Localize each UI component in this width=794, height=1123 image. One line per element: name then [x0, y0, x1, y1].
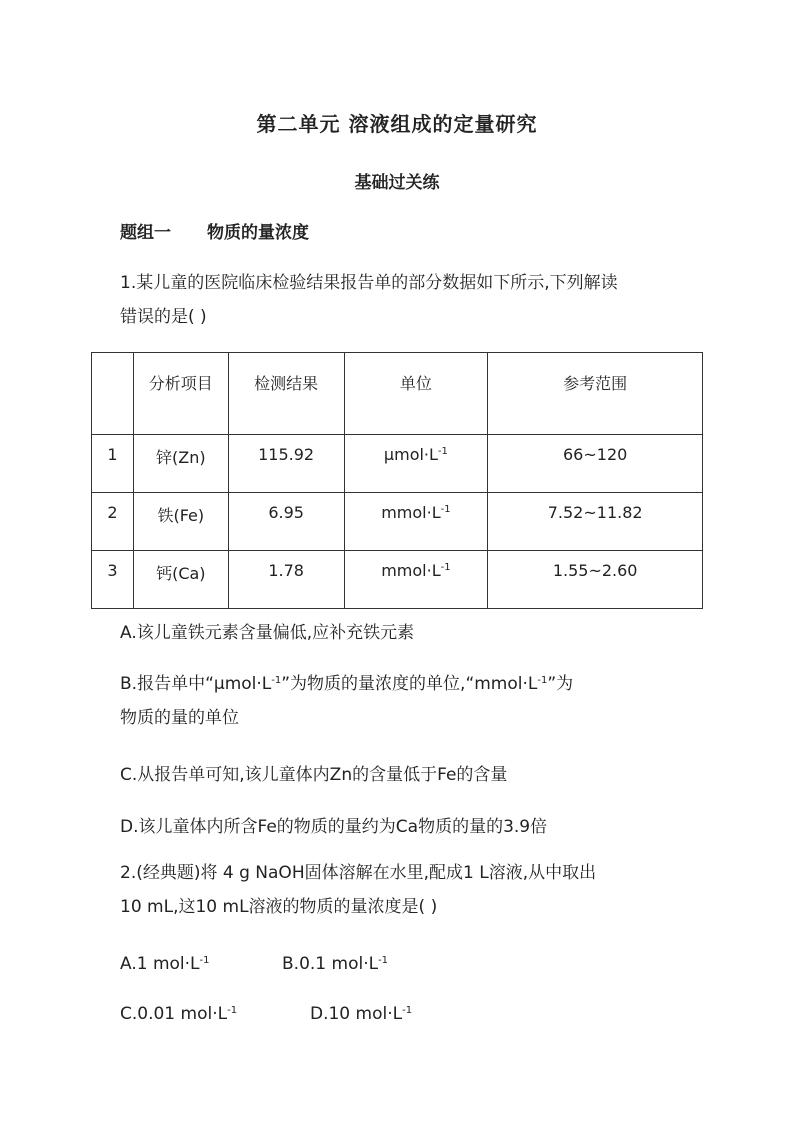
test-result: 1.78 — [228, 551, 344, 609]
table-row — [92, 493, 703, 551]
table-row — [92, 435, 703, 493]
analysis-item: 钙(Ca) — [133, 551, 228, 609]
q1-option-c: C.从报告单可知,该儿童体内Zn的含量低于Fe的含量 — [120, 765, 508, 785]
unit-cell: $mmol\cdot L^{-1}$ — [344, 551, 488, 609]
row-number: 1 — [92, 435, 134, 493]
header-cell: 分析项目 — [133, 353, 228, 435]
question-2-line1: 2.(经典题)将 4 g NaOH固体溶解在水里,配成1 L溶液,从中取出 — [120, 863, 597, 883]
reference-range: 1.55~2.60 — [488, 551, 703, 609]
header-cell: 参考范围 — [488, 353, 703, 435]
reference-range: 7.52~11.82 — [488, 493, 703, 551]
analysis-item: 锌(Zn) — [133, 435, 228, 493]
row-number: 3 — [92, 551, 134, 609]
question-2-line2: 10 mL,这10 mL溶液的物质的量浓度是( ) — [120, 897, 438, 917]
test-result: 6.95 — [228, 493, 344, 551]
unit-cell: $\mu mol\cdot L^{-1}$ — [344, 435, 488, 493]
reference-range: 66~120 — [488, 435, 703, 493]
row-number: 2 — [92, 493, 134, 551]
q1-option-b: B.报告单中“$\mu mol\cdot L^{-1}$”为物质的量浓度的单位$,“mmol\cdot L^{-1}$”为 物质的量的单位 — [120, 674, 574, 728]
table-row — [92, 551, 703, 609]
analysis-item: 铁(Fe) — [133, 493, 228, 551]
page-title: 第二单元 溶液组成的定量研究 — [256, 112, 538, 136]
test-result: 115.92 — [228, 435, 344, 493]
table-header-row — [92, 353, 703, 435]
header-cell: 检测结果 — [228, 353, 344, 435]
group-label: 题组一 — [120, 223, 171, 243]
q1-option-a: A.该儿童铁元素含量偏低,应补充铁元素 — [120, 623, 415, 643]
q2-option-b: B.0.1 $mol\cdot L^{-1}$ — [282, 954, 389, 974]
header-cell — [92, 353, 134, 435]
question-1-stem — [120, 266, 700, 334]
unit-cell: $mmol\cdot L^{-1}$ — [344, 493, 488, 551]
q2-option-c: C.0.01 $mol\cdot L^{-1}$ — [120, 1004, 238, 1024]
lab-report-table — [91, 352, 703, 609]
question-group-heading — [120, 218, 309, 243]
q2-option-a: A.1 $mol\cdot L^{-1}$ — [120, 954, 210, 974]
q1-option-d: D.该儿童体内所含Fe的物质的量约为Ca物质的量的3.9倍 — [120, 817, 548, 837]
section-subtitle: 基础过关练 — [354, 173, 440, 193]
q2-option-d: D.10 $mol\cdot L^{-1}$ — [310, 1004, 413, 1024]
header-cell: 单位 — [344, 353, 488, 435]
question-2-stem — [120, 856, 700, 924]
group-topic: 物质的量浓度 — [207, 223, 309, 243]
question-1-line1: 1.某儿童的医院临床检验结果报告单的部分数据如下所示,下列解读 — [120, 273, 618, 293]
question-1-line2: 错误的是( ) — [120, 307, 207, 327]
